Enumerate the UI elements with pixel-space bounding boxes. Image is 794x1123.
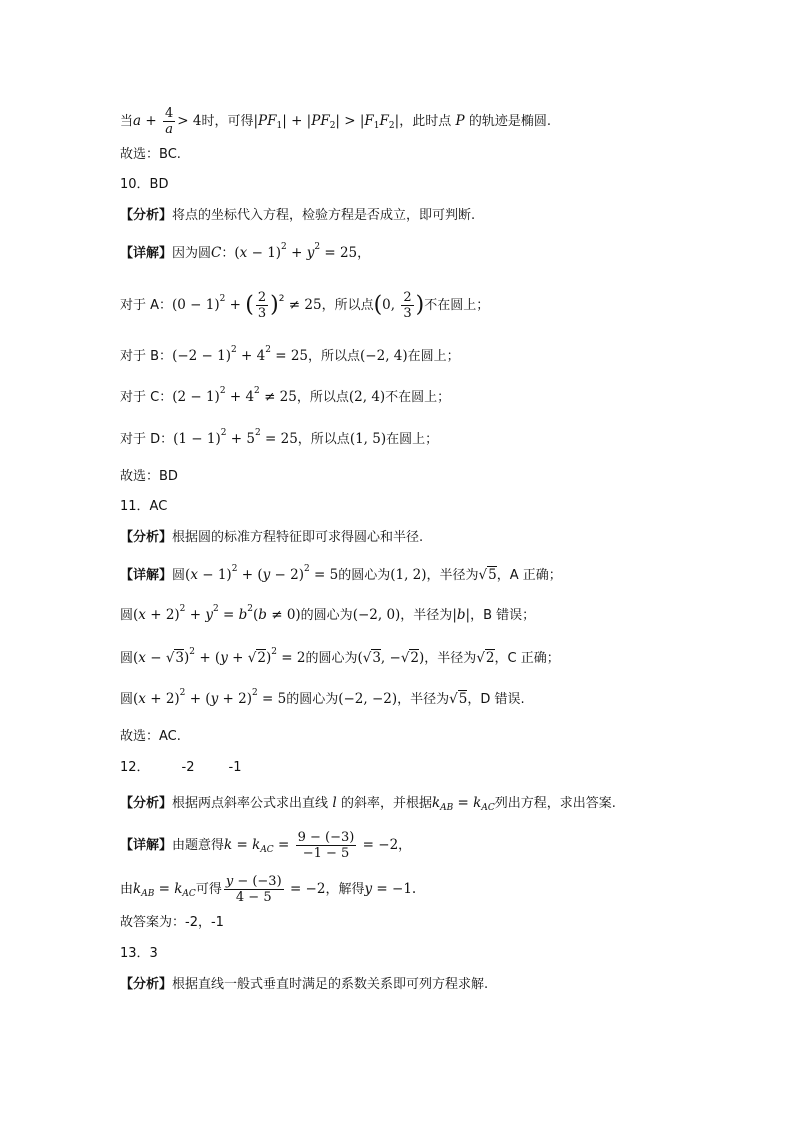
text: 的圆心为 bbox=[286, 692, 339, 707]
text: 圆 bbox=[120, 651, 134, 666]
text: 因为圆 bbox=[172, 246, 212, 261]
detail-line-11c: 圆$(x - √3)^2 + (y + √2)^2 = 2$的圆心为(√3, −√2)，半径为√2，C 正确； bbox=[120, 647, 560, 666]
detail-line-12: 【详解】由题意得$k = k_{AC}$ = $\frac{9 - (-3)}{-1 - 5}$ = −2， bbox=[120, 830, 412, 861]
text: ，此时点 bbox=[399, 114, 452, 129]
text: ，B 错误； bbox=[470, 608, 536, 623]
text: 根据两点斜率公式求出直线 bbox=[172, 796, 329, 811]
text: 圆 bbox=[120, 692, 134, 707]
text: 可得 bbox=[195, 882, 222, 897]
text: 列出方程，求出答案. bbox=[494, 796, 616, 811]
text: 在圆上； bbox=[386, 432, 439, 447]
detail-tag: 【详解】 bbox=[120, 568, 173, 583]
text: 对于 A： bbox=[120, 298, 173, 313]
detail-tag: 【详解】 bbox=[120, 246, 173, 261]
text: 的圆心为 bbox=[305, 651, 358, 666]
text: 圆 bbox=[120, 608, 134, 623]
check-a-line: 对于 A：$(0 - 1)^2$ + ( $\frac{2}{3}$ )$^2$ ≠ 25，所以点(0, $\frac{2}{3}$ )不在圆上； bbox=[120, 290, 490, 321]
text: ，D 错误. bbox=[467, 692, 525, 707]
text: 时，可得 bbox=[201, 114, 254, 129]
text: 的圆心为 bbox=[338, 568, 391, 583]
answer-line-12: 故答案为：-2，-1 bbox=[120, 915, 224, 930]
analysis-tag: 【分析】 bbox=[120, 208, 173, 223]
text: ，解得 bbox=[325, 882, 365, 897]
question-number-10: 10．BD bbox=[120, 177, 169, 192]
text: 对于 C： bbox=[120, 390, 173, 405]
text: 不在圆上； bbox=[424, 298, 490, 313]
text: 的圆心为 bbox=[300, 608, 353, 623]
text: 的斜率，并根据 bbox=[340, 796, 432, 811]
check-d-line: 对于 D：$(1 - 1)^2 + 5^2 = 25$，所以点(1, 5)在圆上； bbox=[120, 428, 439, 447]
text: ，所以点 bbox=[296, 390, 349, 405]
detail-line-11d: 圆$(x + 2)^2 + (y + 2)^2 = 5$的圆心为(−2, −2)，半径为√5，D 错误. bbox=[120, 688, 525, 707]
answer-2: -1 bbox=[228, 760, 242, 775]
text: ，半径为 bbox=[400, 608, 453, 623]
text: ，半径为 bbox=[426, 568, 479, 583]
detail-line-11a: 【详解】圆$(x - 1)^2 + (y - 2)^2 = 5$的圆心为(1, 2)，半径为√5，A 正确； bbox=[120, 564, 562, 583]
text: 根据直线一般式垂直时满足的系数关系即可列方程求解. bbox=[172, 977, 489, 992]
text: 由题意得 bbox=[172, 838, 225, 853]
analysis-tag: 【分析】 bbox=[120, 796, 173, 811]
text: ，所以点 bbox=[308, 349, 361, 364]
analysis-tag: 【分析】 bbox=[120, 530, 173, 545]
question-number-13: 13．3 bbox=[120, 946, 158, 961]
text: 的轨迹是椭圆. bbox=[468, 114, 552, 129]
detail-tag: 【详解】 bbox=[120, 838, 173, 853]
text: 在圆上； bbox=[407, 349, 460, 364]
text: ，所以点 bbox=[321, 298, 374, 313]
detail-line-12b: 由$k_{AB} = k_{AC}$可得 $\frac{y - (-3)}{4 - 5}$ = −2，解得y = −1. bbox=[120, 874, 417, 905]
question-number-11: 11．AC bbox=[120, 499, 168, 514]
answer-line-11: 故选：AC. bbox=[120, 729, 181, 744]
text: 12． bbox=[120, 760, 150, 775]
text: 根据圆的标准方程特征即可求得圆心和半径. bbox=[172, 530, 424, 545]
text: ，A 正确； bbox=[496, 568, 562, 583]
text: ，半径为 bbox=[397, 692, 450, 707]
analysis-line-11 bbox=[120, 528, 423, 548]
detail-line-10: 【详解】因为圆C：$(x - 1)^2 + y^2 = 25$， bbox=[120, 242, 371, 261]
question-number-12 bbox=[120, 758, 241, 778]
text-line-2: 故选：BC. bbox=[120, 147, 181, 162]
answer-1: -2 bbox=[181, 760, 195, 775]
text: 对于 B： bbox=[120, 349, 173, 364]
analysis-tag: 【分析】 bbox=[120, 977, 173, 992]
text: ，半径为 bbox=[424, 651, 477, 666]
text: 由 bbox=[120, 882, 134, 897]
analysis-line-10 bbox=[120, 206, 475, 226]
detail-line-11b: 圆$(x + 2)^2 + y^2 = b^2(b \ne 0)$的圆心为(−2, 0)，半径为|b|，B 错误； bbox=[120, 604, 536, 623]
text: 不在圆上； bbox=[385, 390, 451, 405]
check-c-line: 对于 C：$(2 - 1)^2 + 4^2 \ne 25$，所以点(2, 4)不在圆上； bbox=[120, 386, 451, 405]
text-line-1: 当a + $\frac{4}{a}$ > 4时，可得$|PF_1| + |PF_2| > |F_1F_2|$，此时点 P 的轨迹是椭圆. bbox=[120, 106, 552, 137]
text: ，C 正确； bbox=[494, 651, 560, 666]
text: 圆 bbox=[172, 568, 186, 583]
analysis-line-13 bbox=[120, 975, 488, 995]
check-b-line: 对于 B：$(-2 - 1)^2 + 4^2 = 25$，所以点(−2, 4)在圆上； bbox=[120, 345, 460, 364]
answer-line-10: 故选：BD bbox=[120, 469, 178, 484]
analysis-line-12: 【分析】根据两点斜率公式求出直线 l 的斜率，并根据$k_{AB} = k_{AC}$列出方程，求出答案. bbox=[120, 795, 616, 813]
text: ： bbox=[221, 246, 235, 261]
text: 当 bbox=[120, 114, 134, 129]
text: 将点的坐标代入方程，检验方程是否成立，即可判断. bbox=[172, 208, 476, 223]
text: ，所以点 bbox=[297, 432, 350, 447]
text: 对于 D： bbox=[120, 432, 174, 447]
